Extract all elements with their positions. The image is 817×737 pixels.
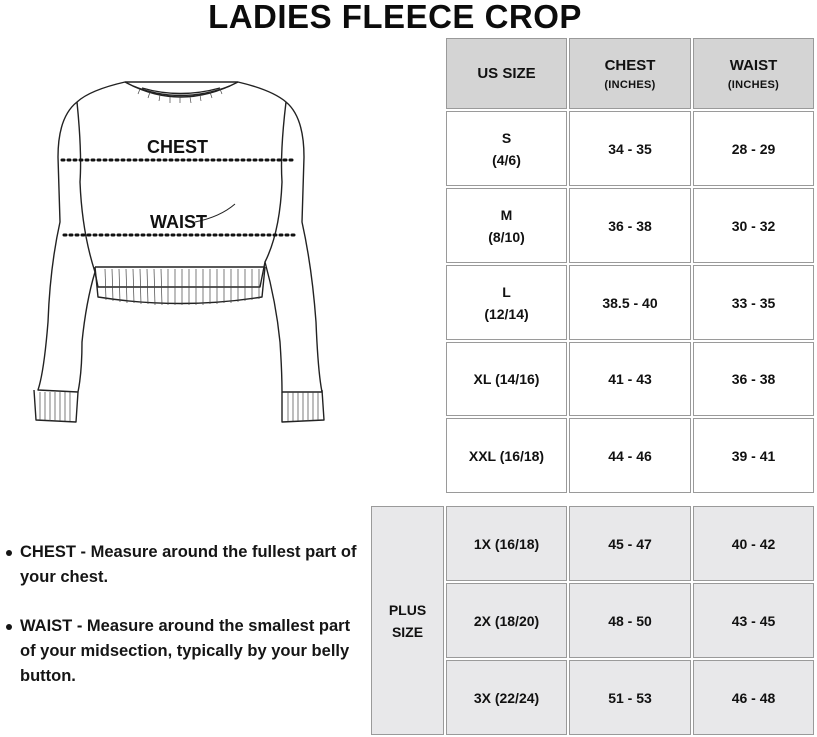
chest-cell: 38.5 - 40 bbox=[569, 265, 691, 340]
size-cell: S (4/6) bbox=[446, 111, 567, 186]
waist-cell: 36 - 38 bbox=[693, 342, 814, 416]
plus-size-label: PLUS SIZE bbox=[371, 506, 444, 735]
page-title: LADIES FLEECE CROP bbox=[208, 0, 582, 35]
chest-cell: 44 - 46 bbox=[569, 418, 691, 493]
waist-cell: 46 - 48 bbox=[693, 660, 814, 735]
chest-label: CHEST bbox=[147, 137, 209, 157]
waist-label: WAIST bbox=[150, 212, 207, 232]
chest-cell: 51 - 53 bbox=[569, 660, 691, 735]
chest-note: CHEST - Measure around the fullest part of your chest. bbox=[6, 540, 366, 590]
waist-cell: 39 - 41 bbox=[693, 418, 814, 493]
header-waist: WAIST (INCHES) bbox=[693, 38, 814, 109]
chest-cell: 36 - 38 bbox=[569, 188, 691, 263]
size-cell: 2X (18/20) bbox=[446, 583, 567, 658]
measuring-notes bbox=[6, 540, 366, 713]
size-cell: M (8/10) bbox=[446, 188, 567, 263]
sweater-illustration bbox=[20, 72, 340, 432]
size-cell: L (12/14) bbox=[446, 265, 567, 340]
chest-cell: 41 - 43 bbox=[569, 342, 691, 416]
size-cell: 1X (16/18) bbox=[446, 506, 567, 581]
chest-cell: 48 - 50 bbox=[569, 583, 691, 658]
waist-note: WAIST - Measure around the smallest part of your midsection, typically by your belly button. bbox=[6, 614, 366, 689]
header-us-size: US SIZE bbox=[446, 38, 567, 109]
chest-cell: 45 - 47 bbox=[569, 506, 691, 581]
waist-cell: 40 - 42 bbox=[693, 506, 814, 581]
size-cell: XXL (16/18) bbox=[446, 418, 567, 493]
chest-cell: 34 - 35 bbox=[569, 111, 691, 186]
waist-cell: 43 - 45 bbox=[693, 583, 814, 658]
size-cell: 3X (22/24) bbox=[446, 660, 567, 735]
waist-cell: 30 - 32 bbox=[693, 188, 814, 263]
size-cell: XL (14/16) bbox=[446, 342, 567, 416]
waist-cell: 28 - 29 bbox=[693, 111, 814, 186]
header-chest: CHEST (INCHES) bbox=[569, 38, 691, 109]
waist-cell: 33 - 35 bbox=[693, 265, 814, 340]
